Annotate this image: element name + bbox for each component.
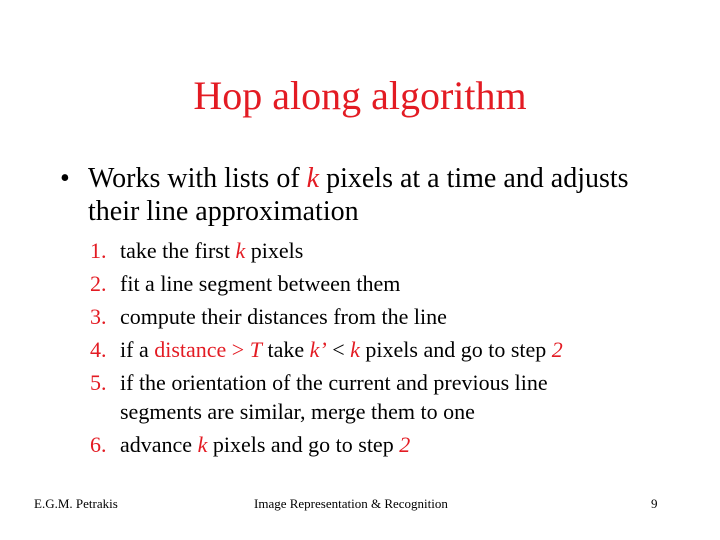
step-text: pixels and go to step [207,432,400,457]
step-t-variable: T [249,337,262,362]
step-item [90,333,670,366]
step-text: advance [120,432,198,457]
step-text: fit a line segment between them [120,271,401,296]
step-k-variable: k [197,432,208,457]
step-item [90,267,670,300]
step-number: 5. [90,370,107,395]
bullet-text-line2: their line approximation [88,196,359,227]
step-item [90,428,670,461]
step-text: take [261,337,310,362]
step-k-variable: k [350,337,360,362]
step-text: if a [120,337,155,362]
bullet-text-part: pixels at a time and adjusts [319,163,629,194]
step-text: pixels and go to step [359,337,552,362]
bullet-text [88,162,680,228]
footer-course: Image Representation & Recognition [254,496,448,511]
step-number: 2. [90,271,107,296]
step-item [90,300,670,333]
step-text: take the first [120,238,236,263]
step-text: pixels [245,238,304,263]
step-item [90,366,670,428]
step-text-continuation: segments are similar, merge them to one [120,399,475,424]
step-k-variable: k [235,238,246,263]
footer-page-number: 9 [651,496,658,511]
step-number: 4. [90,337,107,362]
bullet-k-variable: k [306,163,320,194]
main-bullet [60,162,680,228]
step-number-ref: 2 [399,432,411,457]
step-number: 6. [90,432,107,457]
step-number: 3. [90,304,107,329]
step-number: 1. [90,238,107,263]
step-text: if the orientation of the current and previous line [120,370,548,395]
step-distance-highlight: distance > [154,337,250,362]
bullet-marker: • [60,163,70,194]
bullet-text-part: Works with lists of [88,163,307,194]
step-number-ref: 2 [551,337,563,362]
step-text: < [326,337,351,362]
step-kprime-variable: k’ [309,337,327,362]
algorithm-steps [90,234,670,461]
step-item [90,234,670,267]
footer-author: E.G.M. Petrakis [34,496,118,511]
slide-title: Hop along algorithm [193,73,527,118]
step-text: compute their distances from the line [120,304,447,329]
